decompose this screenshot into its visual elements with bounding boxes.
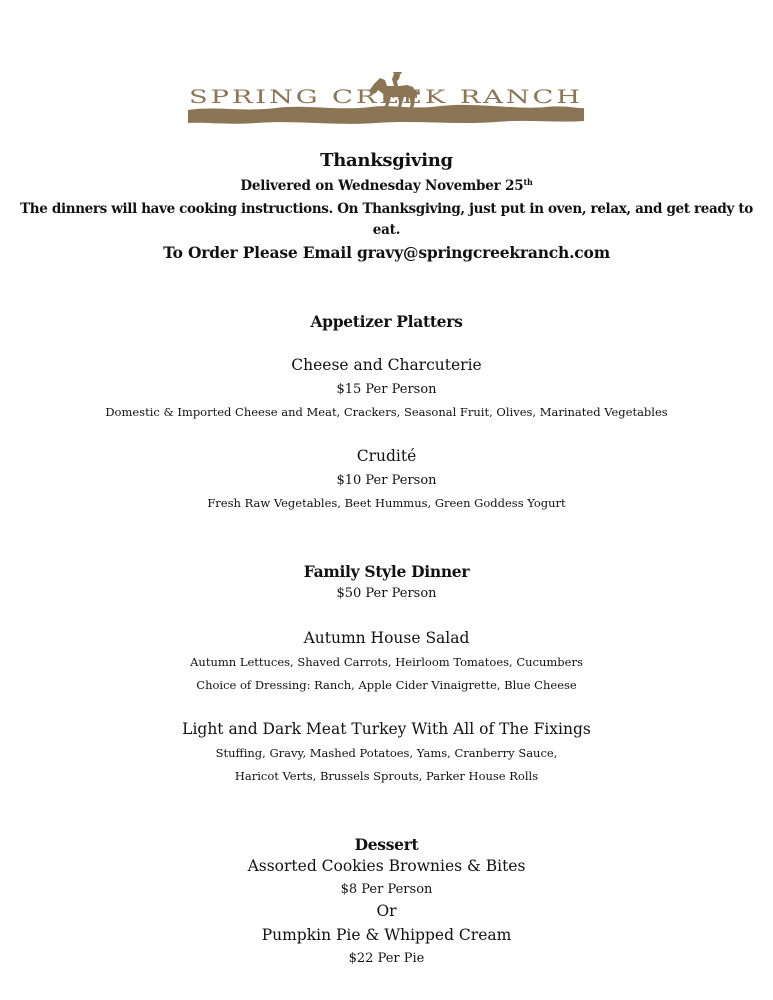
appetizer-name: Cheese and Charcuterie — [291, 356, 482, 374]
dinner-item-name: Autumn House Salad — [303, 629, 470, 647]
dessert-option: Pumpkin Pie & Whipped Cream — [261, 926, 512, 944]
dessert-option: Assorted Cookies Brownies & Bites — [247, 857, 526, 875]
page-title: Thanksgiving — [320, 150, 453, 171]
dinner-price: $50 Per Person — [336, 586, 437, 601]
appetizers-heading: Appetizer Platters — [310, 312, 463, 331]
order-email: To Order Please Email gravy@springcreekranch.com — [163, 243, 610, 262]
dinner-item-description: Haricot Verts, Brussels Sprouts, Parker House Rolls — [234, 769, 539, 783]
appetizer-description: Domestic & Imported Cheese and Meat, Crackers, Seasonal Fruit, Olives, Marinated Vegetables — [105, 405, 668, 419]
dinner-item-description: Choice of Dressing: Ranch, Apple Cider Vinaigrette, Blue Cheese — [196, 678, 577, 692]
appetizer-name: Crudité — [356, 447, 417, 465]
cooking-instructions-line2: eat. — [372, 222, 401, 238]
dinner-item-description: Stuffing, Gravy, Mashed Potatoes, Yams, Cranberry Sauce, — [215, 746, 558, 760]
dinner-heading: Family Style Dinner — [303, 562, 470, 581]
dinner-item-description: Autumn Lettuces, Shaved Carrots, Heirloom Tomatoes, Cucumbers — [190, 655, 583, 669]
logo-text: SPRING CREEK RANCH — [189, 86, 583, 108]
delivery-date — [0, 178, 773, 194]
dessert-or: Or — [376, 902, 397, 920]
dessert-heading: Dessert — [354, 835, 419, 854]
cooking-instructions-line1: The dinners will have cooking instructions. On Thanksgiving, just put in oven, relax, and get ready to — [20, 201, 753, 217]
appetizer-price: $15 Per Person — [336, 382, 437, 397]
dessert-price: $22 Per Pie — [348, 951, 425, 966]
appetizer-price: $10 Per Person — [336, 473, 437, 488]
dinner-item-name: Light and Dark Meat Turkey With All of The Fixings — [182, 720, 591, 738]
appetizer-description: Fresh Raw Vegetables, Beet Hummus, Green Goddess Yogurt — [207, 496, 566, 510]
delivery-date-suffix: th — [523, 177, 533, 187]
dessert-price: $8 Per Person — [340, 882, 433, 897]
delivery-date-text: Delivered on Wednesday November 25 — [240, 178, 524, 194]
spring-creek-ranch-logo — [186, 66, 586, 128]
